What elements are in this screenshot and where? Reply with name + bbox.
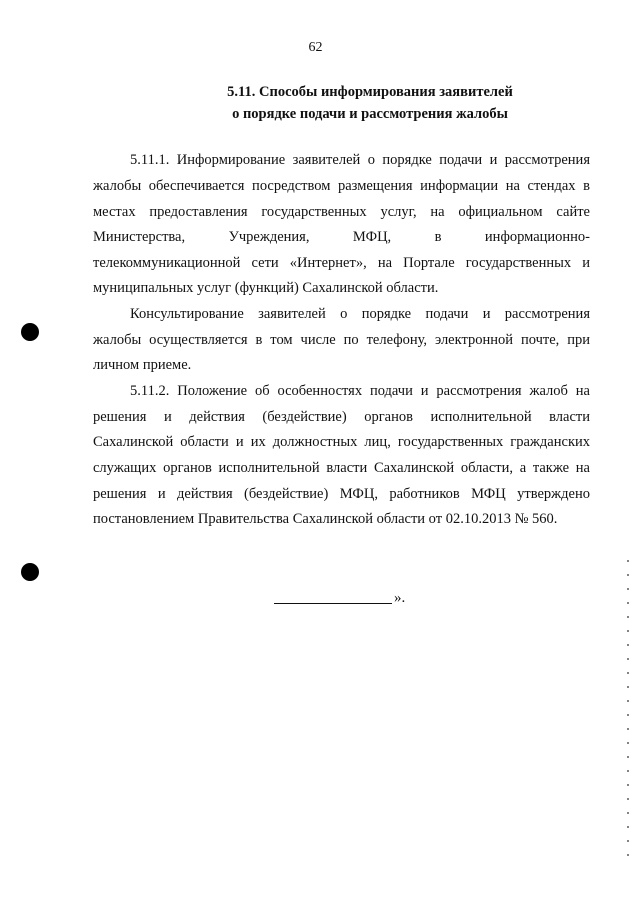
paragraph-3-line-5: решения и действия (бездействие) МФЦ, работников МФЦ утверждено [93,486,590,502]
paragraph-2-line-2: жалобы осуществляется в том числе по телефону, электронной почте, при [93,332,590,348]
paragraph-1-line-5: телекоммуникационной сети «Интернет», на Портале государственных и [93,255,590,271]
paragraph-3-line-6: постановлением Правительства Сахалинской области от 02.10.2013 № 560. [93,511,558,527]
punch-hole-lower [21,563,39,581]
paragraph-3-line-4: служащих органов исполнительной власти Сахалинской области, а также на [93,460,590,476]
page-number: 62 [308,40,323,55]
closing-blank-line [274,603,392,604]
paragraph-3-line-2: решения и действия (бездействие) органов исполнительной власти [93,409,590,425]
paragraph-1-line-3: местах предоставления государственных услуг, на официальном сайте [93,204,590,220]
paragraph-1-line-6: муниципальных услуг (функций) Сахалинской области. [93,280,439,296]
section-title-line-1: 5.11. Способы информирования заявителей [227,84,513,100]
scan-edge-marks [627,560,629,860]
paragraph-1-line-4: Министерства, Учреждения, МФЦ, в информационно- [93,229,590,245]
punch-hole-upper [21,323,39,341]
paragraph-1-line-2: жалобы обеспечивается посредством размещения информации на стендах в [93,178,590,194]
paragraph-3-line-1: 5.11.2. Положение об особенностях подачи и рассмотрения жалоб на [130,383,590,399]
paragraph-2-line-3: личном приеме. [93,357,192,373]
paragraph-3-line-3: Сахалинской области и их должностных лиц, государственных гражданских [93,434,590,450]
paragraph-1-line-1: 5.11.1. Информирование заявителей о порядке подачи и рассмотрения [130,152,590,168]
paragraph-2-line-1: Консультирование заявителей о порядке подачи и рассмотрения [130,306,590,322]
section-title-line-2: о порядке подачи и рассмотрения жалобы [232,106,508,122]
closing-quote: ». [394,590,406,606]
